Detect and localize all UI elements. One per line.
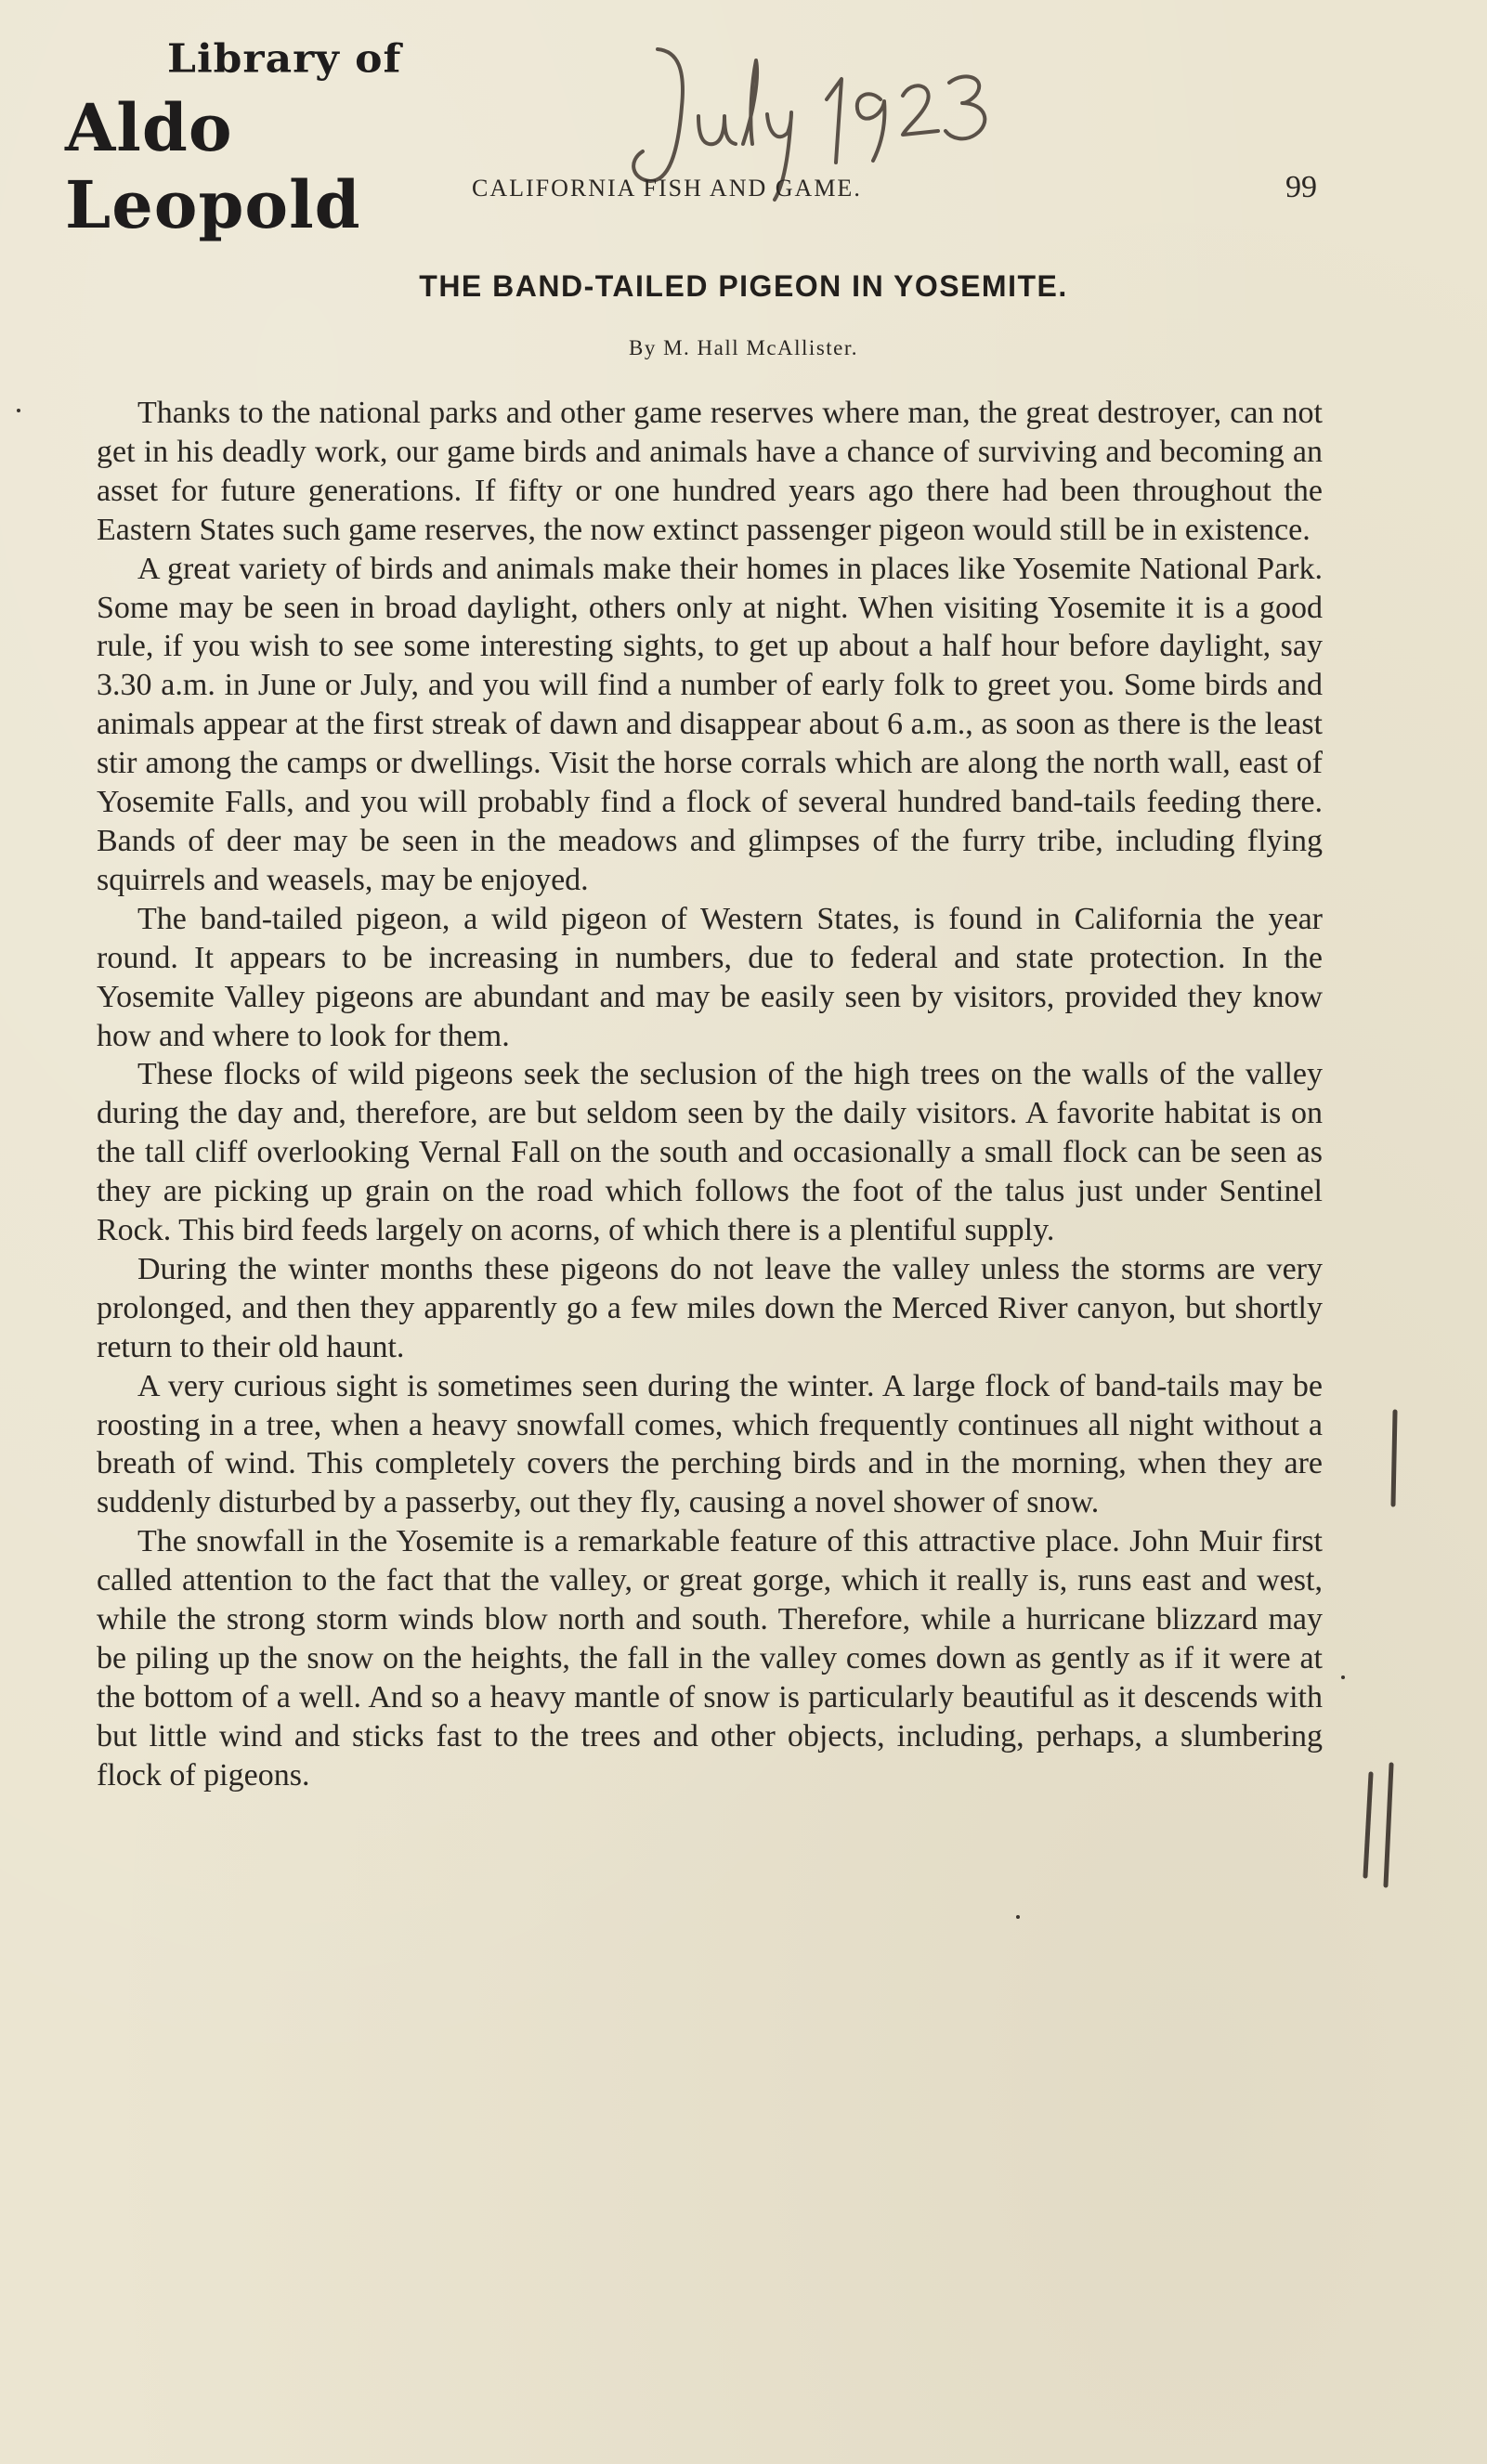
margin-mark-double-left <box>1365 1774 1371 1876</box>
stray-mark <box>1341 1675 1345 1679</box>
running-head: CALIFORNIA FISH AND GAME. <box>472 175 862 202</box>
stray-mark <box>1016 1915 1020 1919</box>
article-body <box>97 394 1323 1795</box>
paragraph: A very curious sight is sometimes seen during the winter. A large flock of band-tails may be roosting in a tree, when a heavy snowfall comes, which frequently continues all night without a breath of wind. This completely covers the perching birds and in the morning, when they are suddenly disturbed by a passerby, out they fly, causing a novel shower of snow. <box>97 1368 1323 1520</box>
stamp-line-owner-name: Aldo Leopold <box>65 89 361 243</box>
article-byline: By M. Hall McAllister. <box>628 336 859 359</box>
paragraph: The band-tailed pigeon, a wild pigeon of Western States, is found in California the year round. It appears to be increasing in numbers, due to federal and state protection. In the Yosemite Valley pigeons are abundant and may be easily seen by visitors, provided they know how and where to look for them. <box>97 901 1323 1053</box>
paragraph: The snowfall in the Yosemite is a remarkable feature of this attractive place. John Muir first called attention to the fact that the valley, or great gorge, which it really is, runs east and west, while the strong storm winds blow north and south. Therefore, while a hurricane blizzard may be piling up the snow on the heights, the fall in the valley comes down as gently as if it were at the bottom of a well. And so a heavy mantle of snow is particularly beautiful as it descends with but little wind and sticks fast to the trees and other objects, including, perhaps, a slumbering flock of pigeons. <box>97 1524 1323 1793</box>
stamp-line-library-of: Library of <box>167 36 402 82</box>
paragraph: These flocks of wild pigeons seek the seclusion of the high trees on the walls of the valley during the day and, therefore, are but seldom seen by the daily visitors. A favorite habitat is on the tall cliff overlooking Vernal Fall on the south and occasionally a small flock can be seen as they are picking up grain on the road which follows the foot of the talus just under Sentinel Rock. This bird feeds largely on acorns, of which there is a plentiful supply. <box>97 1057 1323 1248</box>
article-title: THE BAND-TAILED PIGEON IN YOSEMITE. <box>419 269 1068 303</box>
paragraph: A great variety of birds and animals make their homes in places like Yosemite National Park. Some may be seen in broad daylight, others only at night. When visiting Yosemite it is a good rule, if you wish to see some interesting sights, to get up about a half hour before daylight, say 3.30 a.m. in June or July, and you will find a number of early folk to greet you. Some birds and animals appear at the first streak of dawn and disappear about 6 a.m., as soon as there is the least stir among the camps or dwellings. Visit the horse corrals which are along the north wall, east of Yosemite Falls, and you will probably find a flock of several hundred band-tails feeding there. Bands of deer may be seen in the meadows and glimpses of the furry tribe, including flying squirrels and weasels, may be enjoyed. <box>97 551 1323 897</box>
page-number: 99 <box>1285 170 1317 204</box>
margin-mark-double-right <box>1386 1765 1391 1885</box>
margin-pencil-marks <box>1337 1393 1449 1913</box>
margin-mark-single <box>1393 1412 1395 1505</box>
library-stamp <box>65 35 511 243</box>
paragraph: During the winter months these pigeons do not leave the valley unless the storms are very prolonged, and then they apparently go a few miles down the Merced River canyon, but shortly return to their old haunt. <box>97 1251 1323 1364</box>
paragraph: Thanks to the national parks and other game reserves where man, the great destroyer, can not get in his deadly work, our game birds and animals have a chance of surviving and becoming an asset for future generations. If fifty or one hundred years ago there had been throughout the Eastern States such game reserves, the now extinct passenger pigeon would still be in existence. <box>97 396 1323 547</box>
stray-mark <box>17 409 20 412</box>
